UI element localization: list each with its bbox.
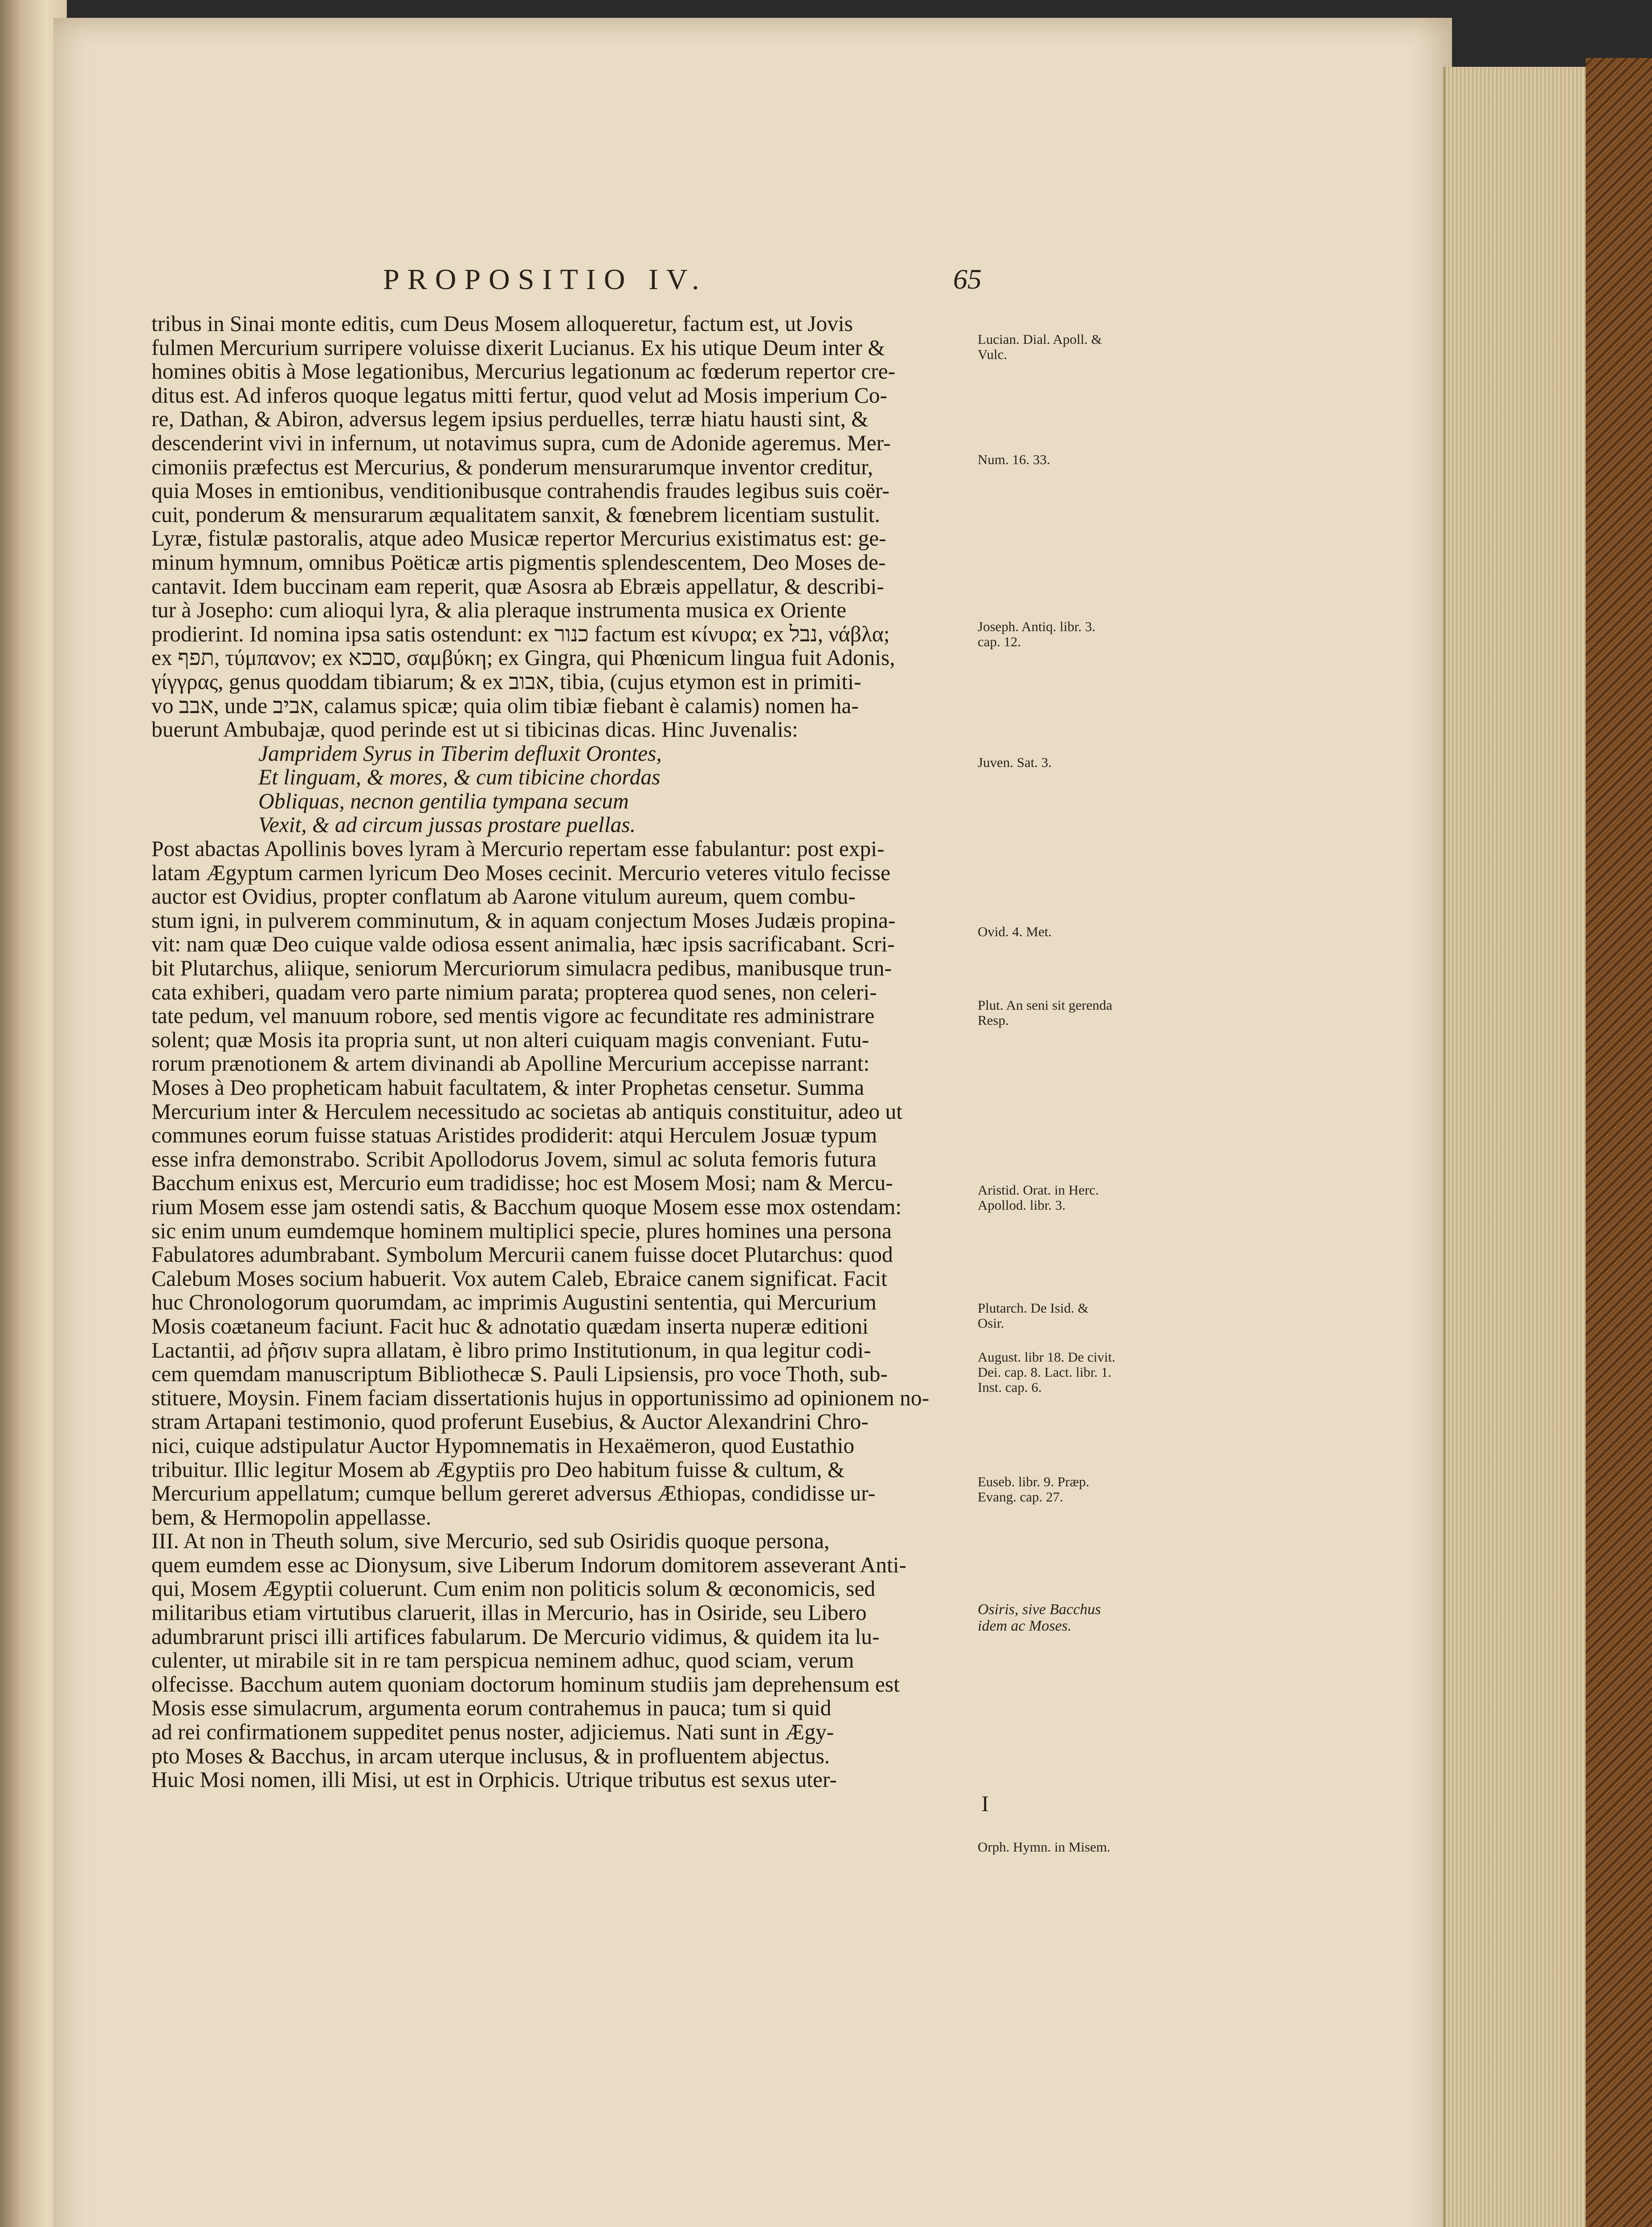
text-line: quia Moses in emtionibus, venditionibusque contrahendis fraudes legibus suis coër- <box>151 479 889 503</box>
text-line: latam Ægyptum carmen lyricum Deo Moses cecinit. Mercurio veteres vitulo fecisse <box>151 861 891 885</box>
marginal-note: Osiris, sive Bacchus idem ac Moses. <box>978 1601 1101 1634</box>
text-line: descenderint vivi in infernum, ut notavimus supra, cum de Adonide ageremus. Mer- <box>151 431 891 455</box>
text-line: prodierint. Id nomina ipsa satis ostendunt: ex כנור factum est κίνυρα; ex נבל, νάβλα; <box>151 622 890 646</box>
text-line: tate pedum, vel manuum robore, sed mentis vigore ac fecunditate res administrare <box>151 1004 875 1028</box>
text-line: vo אבב, unde אביב, calamus spicæ; quia olim tibiæ fiebant è calamis) nomen ha- <box>151 693 859 718</box>
text-line: qui, Mosem Ægyptii coluerunt. Cum enim non politicis solum & œconomicis, sed <box>151 1577 876 1601</box>
verse-line: Obliquas, necnon gentilia tympana secum <box>258 789 629 813</box>
text-line: Fabulatores adumbrabant. Symbolum Mercurii canem fuisse docet Plutarchus: quod <box>151 1243 893 1267</box>
book-cover-edge <box>1586 58 1652 2227</box>
marginal-note: August. libr 18. De civit. Dei. cap. 8. Lact. libr. 1. Inst. cap. 6. <box>978 1349 1116 1395</box>
text-line: vit: nam quæ Deo cuique valde odiosa essent animalia, hæc ipsis sacrificabant. Scri- <box>151 932 895 957</box>
text-line: bit Plutarchus, aliique, seniorum Mercuriorum simulacra pedibus, manibusque trun- <box>151 956 892 980</box>
catchword: I <box>981 1791 989 1816</box>
text-line: Post abactas Apollinis boves lyram à Mercurio repertam esse fabulantur: post expi- <box>151 837 885 861</box>
marginal-note: Ovid. 4. Met. <box>978 924 1052 939</box>
text-line: re, Dathan, & Abiron, adversus legem ipsius perduelles, terræ hiatu hausti sint, & <box>151 407 869 431</box>
marginal-note: Plutarch. De Isid. & Osir. <box>978 1300 1089 1331</box>
marginal-note: Orph. Hymn. in Misem. <box>978 1839 1110 1855</box>
text-line: Huic Mosi nomen, illi Misi, ut est in Orphicis. Utrique tributus est sexus uter- <box>151 1768 837 1792</box>
page-number: 65 <box>953 263 982 295</box>
text-line: Mercurium appellatum; cumque bellum gereret adversus Æthiopas, condidisse ur- <box>151 1481 876 1505</box>
text-line: γίγγρας, genus quoddam tibiarum; & ex אבוב, tibia, (cujus etymon est in primiti- <box>151 669 861 694</box>
text-line: Lyræ, fistulæ pastoralis, atque adeo Musicæ repertor Mercurius existimatus est: ge- <box>151 526 886 551</box>
text-line: Bacchum enixus est, Mercurio eum tradidisse; hoc est Mosem Mosi; nam & Mercu- <box>151 1171 893 1195</box>
text-line: Mosis coætaneum faciunt. Facit huc & adnotatio quædam inserta nuperæ editioni <box>151 1314 869 1338</box>
text-line: ditus est. Ad inferos quoque legatus mitti fertur, quod velut ad Mosis imperium Co- <box>151 383 887 408</box>
text-line: auctor est Ovidius, propter conflatum ab Aarone vitulum aureum, quem combu- <box>151 885 856 909</box>
text-line: stum igni, in pulverem comminutum, & in aquam conjectum Moses Judæis propina- <box>151 908 896 933</box>
text-line: olfecisse. Bacchum autem quoniam doctorum hominum studiis jam deprehensum est <box>151 1672 900 1697</box>
text-line: minum hymnum, omnibus Poëticæ artis pigmentis splendescentem, Deo Moses de- <box>151 550 886 575</box>
text-line: cimoniis præfectus est Mercurius, & ponderum mensurarumque inventor creditur, <box>151 455 873 479</box>
text-line: Mercurium inter & Herculem necessitudo ac societas ab antiquis constituitur, adeo ut <box>151 1099 903 1124</box>
text-line: cem quemdam manuscriptum Bibliothecæ S. Pauli Lipsiensis, pro voce Thoth, sub- <box>151 1362 888 1386</box>
text-line: pto Moses & Bacchus, in arcam uterque inclusus, & in profluentem abjectus. <box>151 1744 830 1768</box>
marginal-note: Juven. Sat. 3. <box>978 755 1052 770</box>
text-line: sic enim unum eumdemque hominem multiplici specie, plures homines una persona <box>151 1219 892 1243</box>
text-line: rorum prænotionem & artem divinandi ab Apolline Mercurium accepisse narrant: <box>151 1052 870 1076</box>
marginal-note: Joseph. Antiq. libr. 3. cap. 12. <box>978 619 1096 649</box>
text-line: fulmen Mercurium surripere voluisse dixerit Lucianus. Ex his utique Deum inter & <box>151 335 885 360</box>
text-line: Mosis esse simulacrum, argumenta eorum contrahemus in pauca; tum si quid <box>151 1696 832 1721</box>
text-line: cantavit. Idem buccinam eam reperit, quæ Asosra ab Ebræis appellatur, & describi- <box>151 574 884 599</box>
text-line: bem, & Hermopolin appellasse. <box>151 1505 432 1530</box>
running-title: PROPOSITIO IV. <box>383 263 707 296</box>
marginal-note: Euseb. libr. 9. Præp. Evang. cap. 27. <box>978 1474 1089 1505</box>
verse-line: Jampridem Syrus in Tiberim defluxit Orontes, <box>258 741 662 766</box>
text-line: rium Mosem esse jam ostendi satis, & Bacchum quoque Mosem esse mox ostendam: <box>151 1195 902 1219</box>
marginal-note: Plut. An seni sit gerenda Resp. <box>978 997 1113 1028</box>
text-line: tribuitur. Illic legitur Mosem ab Ægyptiis pro Deo habitum fuisse & cultum, & <box>151 1457 845 1482</box>
text-line: communes eorum fuisse statuas Aristides prodiderit: atqui Herculem Josuæ typum <box>151 1123 877 1147</box>
text-line: militaribus etiam virtutibus claruerit, illas in Mercurio, has in Osiride, seu Libero <box>151 1601 867 1625</box>
text-line: Moses à Deo propheticam habuit facultatem, & inter Prophetas censetur. Summa <box>151 1076 865 1100</box>
body-text <box>151 312 989 1815</box>
verse-line: Et linguam, & mores, & cum tibicine chordas <box>258 765 661 789</box>
marginal-note: Lucian. Dial. Apoll. & Vulc. <box>978 331 1102 362</box>
text-line: adumbrarunt prisci illi artifices fabularum. De Mercurio vidimus, & quidem ita lu- <box>151 1624 880 1649</box>
text-line: tur à Josepho: cum alioqui lyra, & alia pleraque instrumenta musica ex Oriente <box>151 598 847 622</box>
text-line: Lactantii, ad ῥῆσιν supra allatam, è libro primo Institutionum, in qua legitur codi- <box>151 1338 871 1362</box>
text-line: huc Chronologorum quorumdam, ac imprimis Augustini sententia, qui Mercurium <box>151 1290 877 1314</box>
text-line: III. At non in Theuth solum, sive Mercurio, sed sub Osiridis quoque persona, <box>151 1529 830 1553</box>
text-line: cata exhiberi, quadam vero parte nimium parata; propterea quod senes, non celeri- <box>151 980 877 1004</box>
text-line: homines obitis à Mose legationibus, Mercurius legationum ac fœderum repertor cre- <box>151 359 896 383</box>
text-line: culenter, ut mirabile sit in re tam perspicua neminem adhuc, quod sciam, verum <box>151 1648 854 1672</box>
marginal-note: Aristid. Orat. in Herc. Apollod. libr. 3. <box>978 1182 1099 1213</box>
text-line: stituere, Moysin. Finem faciam dissertationis hujus in opportunissimo ad opinionem no- <box>151 1386 930 1410</box>
text-line: ex תפף, τύμπανον; ex סבכא, σαμβύκη; ex Gingra, qui Phœnicum lingua fuit Adonis, <box>151 646 895 670</box>
text-line: quem eumdem esse ac Dionysum, sive Liberum Indorum domitorem asseverant Anti- <box>151 1553 906 1577</box>
text-line: Calebum Moses socium habuerit. Vox autem Caleb, Ebraice canem significat. Facit <box>151 1266 887 1291</box>
text-line: cuit, ponderum & mensurarum æqualitatem sanxit, & fœnebrem licentiam sustulit. <box>151 502 880 527</box>
text-line: stram Artapani testimonio, quod proferunt Eusebius, & Auctor Alexandrini Chro- <box>151 1410 869 1434</box>
marginal-note: Num. 16. 33. <box>978 452 1050 467</box>
text-line: ad rei confirmationem suppeditet penus noster, adjiciemus. Nati sunt in Ægy- <box>151 1720 834 1744</box>
page-header <box>383 263 1007 298</box>
text-line: tribus in Sinai monte editis, cum Deus Mosem alloqueretur, factum est, ut Jovis <box>151 312 853 336</box>
text-line: solent; quæ Mosis ita propria sunt, ut non alteri cuiquam magis conveniant. Futu- <box>151 1028 869 1052</box>
page-fore-edge <box>1443 67 1606 2227</box>
text-line: esse infra demonstrabo. Scribit Apollodorus Jovem, simul ac soluta femoris futura <box>151 1147 877 1171</box>
text-line: buerunt Ambubajæ, quod perinde est ut si tibicinas dicas. Hinc Juvenalis: <box>151 718 798 742</box>
text-line: nici, cuique adstipulatur Auctor Hypomnematis in Hexaëmeron, quod Eustathio <box>151 1433 855 1458</box>
verse-line: Vexit, & ad circum jussas prostare puellas. <box>258 813 636 837</box>
